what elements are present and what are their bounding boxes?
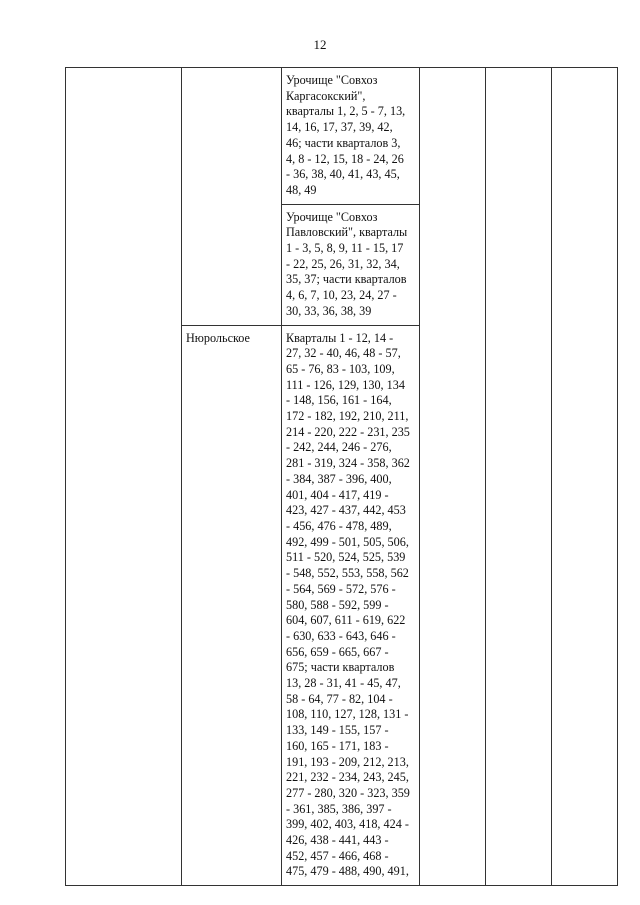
col-4-cell (420, 68, 486, 886)
forest-area-table (65, 67, 618, 886)
col-1-cell (66, 68, 182, 886)
col-5-cell (486, 68, 552, 886)
area-description: Урочище "Совхоз Каргасокский", кварталы 1, 2, 5 - 7, 13, 14, 16, 17, 37, 39, 42, 46; части кварталов 3, 4, 8 - 12, 15, 18 - 24, 26 - 36, 38, 40, 41, 43, 45, 48, 49 (286, 73, 406, 197)
area-description: Урочище "Совхоз Павловский", кварталы 1 - 3, 5, 8, 9, 11 - 15, 17 - 22, 25, 26, 31, 32, 34, 35, 37; части кварталов 4, 6, 7, 10, 23, 24, 27 - 30, 33, 36, 38, 39 (286, 209, 408, 318)
page-number: 12 (313, 37, 327, 52)
table-row (66, 68, 618, 205)
district-name: Нюрольское (186, 330, 250, 345)
district-cell (182, 68, 282, 326)
area-description: Кварталы 1 - 12, 14 - 27, 32 - 40, 46, 48 - 57, 65 - 76, 83 - 103, 109, 111 - 126, 129, 130, 134 - 148, 156, 161 - 164, 172 - 182, 192, 210, 211, 214 - 220, 222 - 231, 235 - 242, 244, 246 - 276, 281 - 319, 324 - 358, 362 - 384, 387 - 396, 400, 401, 404 - 417, 419 - 423, 427 - 437, 442, 453 - 456, 476 - 478, 489, 492, 499 - 501, 505, 506, 511 - 520, 524, 525, 539 - 548, 552, 553, 558, 562 - 564, 569 - 572, 576 - 580, 588 - 592, 599 - 604, 607, 611 - 619, 622 - 630, 633 - 643, 646 - 656, 659 - 665, 667 - 675; части кварталов 13, 28 - 31, 41 - 45, 47, 58 - 64, 77 - 82, 104 - 108, 110, 127, 128, 131 - 133, 149 - 155, 157 - 160, 165 - 171, 183 - 191, 193 - 209, 212, 213, 221, 232 - 234, 243, 245, 277 - 280, 320 - 323, 359 - 361, 385, 386, 397 - 399, 402, 403, 418, 424 - 426, 438 - 441, 443 - 452, 457 - 466, 468 - 475, 479 - 488, 490, 491, (286, 330, 410, 879)
district-name (182, 68, 281, 78)
area-cell (282, 204, 420, 325)
area-cell (282, 325, 420, 886)
district-cell (182, 325, 282, 886)
col-6-cell (552, 68, 618, 886)
area-cell (282, 68, 420, 205)
